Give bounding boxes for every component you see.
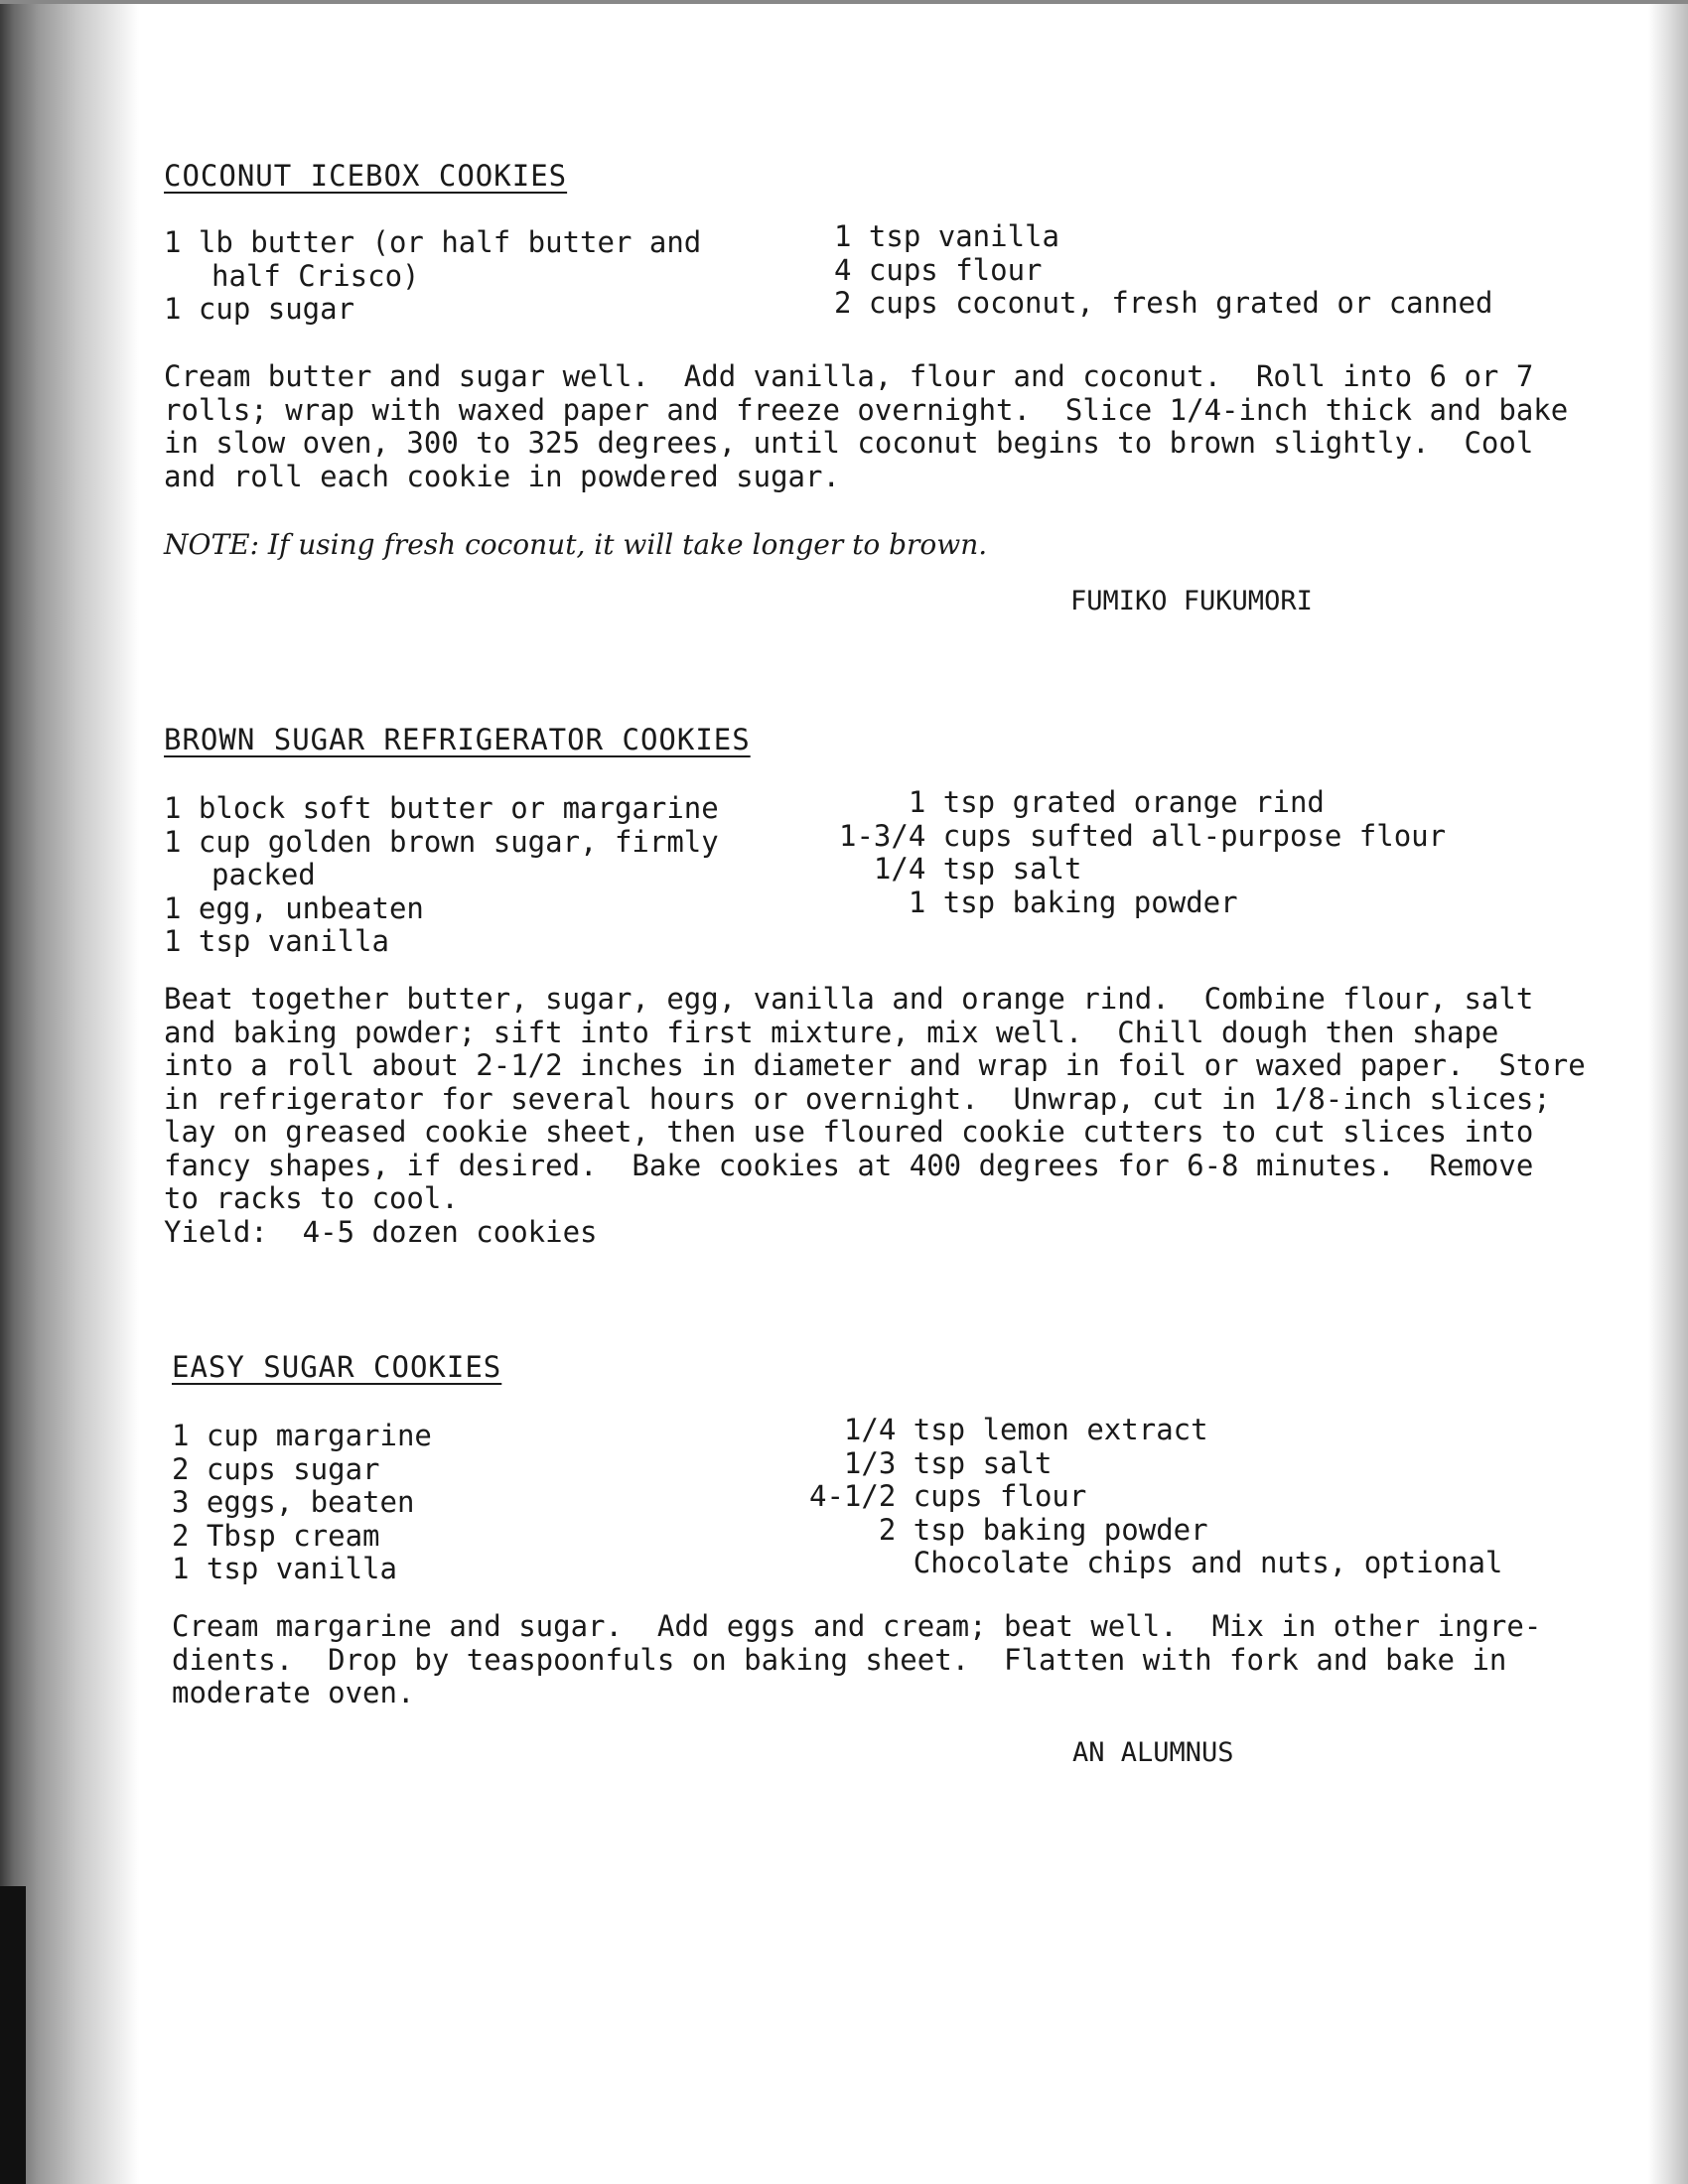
recipe-title: BROWN SUGAR REFRIGERATOR COOKIES xyxy=(164,723,751,756)
ingredient: 4-1/2 cups flour xyxy=(809,1479,1087,1513)
ingredient: 2 tsp baking powder xyxy=(809,1512,1208,1547)
recipe-author: FUMIKO FUKUMORI xyxy=(1070,586,1313,616)
ingredient: 1 cup golden brown sugar, firmly xyxy=(164,824,719,859)
ingredient: half Crisco) xyxy=(211,258,420,293)
recipe-title: EASY SUGAR COOKIES xyxy=(172,1350,502,1384)
page-binding-shadow xyxy=(0,0,139,2184)
ingredient: 1 tsp grated orange rind xyxy=(839,785,1325,819)
recipe-method: Cream butter and sugar well. Add vanilla, flour and coconut. Roll into 6 or 7 rolls; wrap with waxed paper and freeze overnight. Slice 1/4-inch thick and bake in slow oven, 300 to 325 degrees, until coconut begins to brown slightly. Cool and roll each cookie in powdered sugar. xyxy=(164,359,1569,493)
ingredient: 1 tsp vanilla xyxy=(172,1552,397,1585)
ingredient: 4 cups flour xyxy=(834,252,1043,287)
ingredient: 1/4 tsp salt xyxy=(839,852,1082,886)
ingredient: 3 eggs, beaten xyxy=(172,1485,415,1519)
ingredient: 1 egg, unbeaten xyxy=(164,890,424,925)
ingredient: 1/4 tsp lemon extract xyxy=(809,1413,1208,1446)
recipe-author: AN ALUMNUS xyxy=(1072,1737,1234,1768)
ingredient: 2 cups sugar xyxy=(172,1451,380,1486)
ingredient: 1 cup margarine xyxy=(172,1419,432,1452)
ingredient: 2 cups coconut, fresh grated or canned xyxy=(834,286,1493,320)
recipe-title: COCONUT ICEBOX COOKIES xyxy=(164,159,568,193)
ingredient: 1 cup sugar xyxy=(164,292,355,326)
ingredients-right xyxy=(834,220,1492,321)
page-top-edge xyxy=(0,0,1688,4)
ingredients-left xyxy=(164,792,719,959)
ingredient: 1 tsp vanilla xyxy=(164,924,389,958)
ingredient: 1 block soft butter or margarine xyxy=(164,791,719,825)
ingredients-left xyxy=(164,226,701,327)
ingredient: 1/3 tsp salt xyxy=(809,1445,1053,1480)
ingredients-right xyxy=(809,1414,1502,1580)
recipe-method: Cream margarine and sugar. Add eggs and cream; beat well. Mix in other ingre- dients. Drop by teaspoonfuls on baking sheet. Flatten with fork and bake in moderate oven. xyxy=(172,1609,1542,1709)
ingredients-left xyxy=(172,1420,432,1586)
ingredient: packed xyxy=(211,858,316,891)
ingredient: 2 Tbsp cream xyxy=(172,1518,380,1553)
ingredients-right xyxy=(839,786,1446,919)
ingredient: Chocolate chips and nuts, optional xyxy=(809,1546,1503,1579)
ingredient: 1 lb butter (or half butter and xyxy=(164,225,702,259)
ingredient: 1 tsp vanilla xyxy=(834,219,1059,253)
page-edge-shadow xyxy=(1648,0,1688,2184)
ingredient: 1 tsp baking powder xyxy=(839,885,1238,919)
recipe-method: Beat together butter, sugar, egg, vanilla and orange rind. Combine flour, salt and baking powder; sift into first mixture, mix well. Chill dough then shape into a roll about 2-1/2 inches in diameter and wrap in foil or waxed paper. Store in refrigerator for several hours or overnight. Unwrap, cut in 1/8-inch slices; lay on greased cookie sheet, then use floured cookie cutters to cut slices into fancy shapes, if desired. Bake cookies at 400 degrees for 6-8 minutes. Remove to racks to cool. Yield: 4-5 dozen cookies xyxy=(164,982,1586,1249)
binding-edge xyxy=(0,1886,26,2184)
recipe-note: NOTE: If using fresh coconut, it will take longer to brown. xyxy=(164,528,988,561)
ingredient: 1-3/4 cups sufted all-purpose flour xyxy=(839,818,1447,853)
